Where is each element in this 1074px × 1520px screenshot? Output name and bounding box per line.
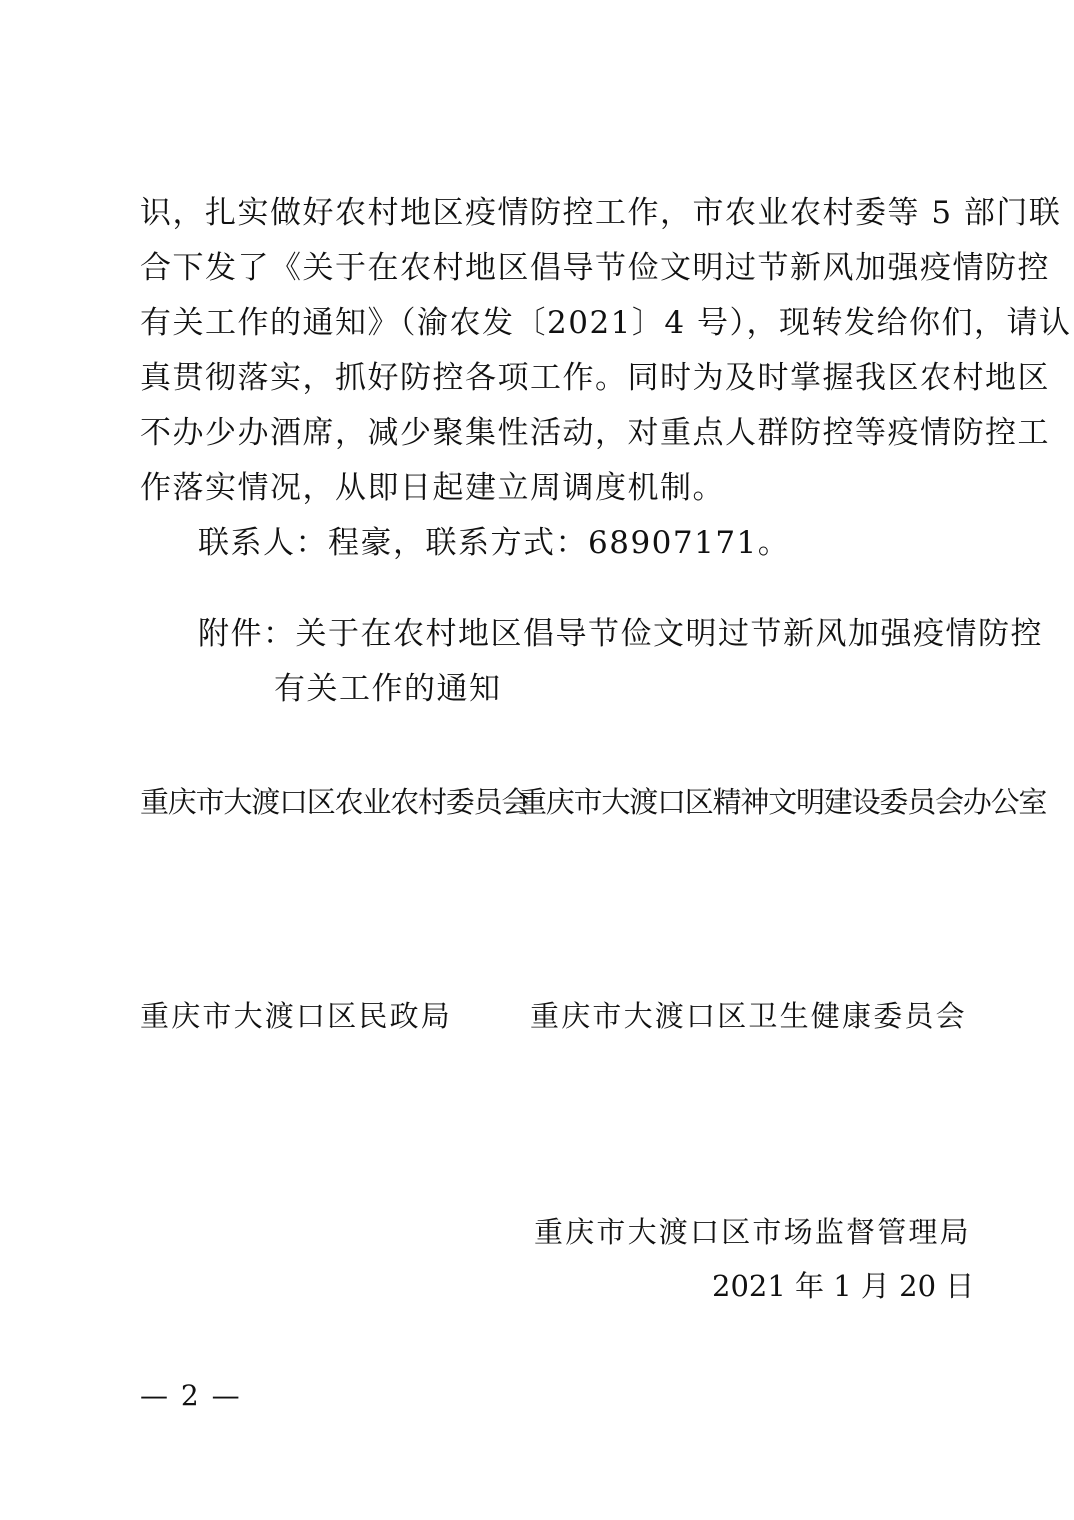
- attachment-block: [198, 607, 1043, 717]
- page-number: — 2 —: [140, 1379, 242, 1412]
- body-line: 真贯彻落实，抓好防控各项工作。同时为及时掌握我区农村地区: [140, 360, 1050, 396]
- signature-civilization-office: 重庆市大渡口区精神文明建设委员会办公室: [518, 785, 1047, 819]
- body-paragraph: [140, 186, 1072, 571]
- body-line: 有关工作的通知》（渝农发〔2021〕4 号），现转发给你们，请认: [140, 305, 1072, 341]
- contact-line: 联系人：程豪，联系方式：68907171。: [198, 525, 791, 561]
- signature-agriculture-committee: 重庆市大渡口区农业农村委员会: [140, 785, 530, 819]
- body-line: 合下发了《关于在农村地区倡导节俭文明过节新风加强疫情防控: [140, 250, 1050, 286]
- document-date: 2021 年 1 月 20 日: [712, 1269, 975, 1303]
- attachment-label: 附件：: [198, 616, 296, 652]
- signature-health-committee: 重庆市大渡口区卫生健康委员会: [530, 999, 967, 1033]
- attachment-title: 关于在农村地区倡导节俭文明过节新风加强疫情防控: [295, 616, 1043, 652]
- body-line: 不办少办酒席，减少聚集性活动，对重点人群防控等疫情防控工: [140, 415, 1050, 451]
- attachment-title-continued: 有关工作的通知: [274, 671, 502, 707]
- body-line: 识，扎实做好农村地区疫情防控工作，市农业农村委等 5 部门联: [140, 195, 1062, 231]
- signature-civil-affairs: 重庆市大渡口区民政局: [140, 999, 453, 1033]
- attachment-first-line: [198, 607, 1043, 662]
- body-line: 作落实情况，从即日起建立周调度机制。: [140, 470, 725, 506]
- signature-market-supervision: 重庆市大渡口区市场监督管理局: [534, 1215, 971, 1249]
